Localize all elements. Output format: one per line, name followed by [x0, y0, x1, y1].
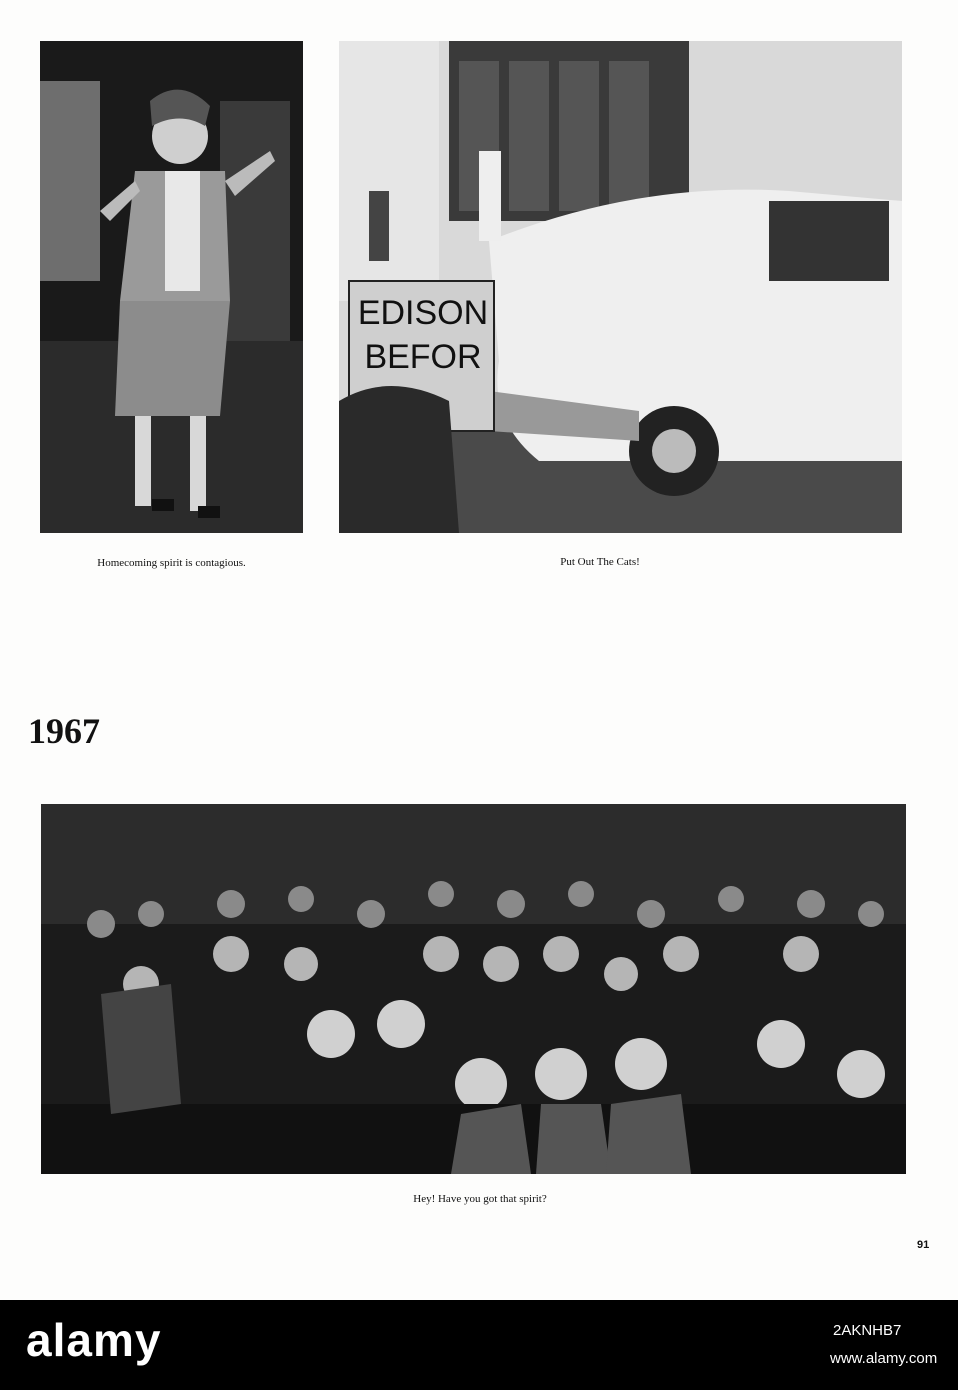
site-url: www.alamy.com [830, 1350, 938, 1367]
caption-bottom-photo: Hey! Have you got that spirit? [413, 1193, 547, 1205]
caption-right-photo: Put Out The Cats! [560, 556, 640, 568]
sign-line-1: EDISON [357, 294, 489, 332]
page-number: 91 [917, 1239, 930, 1251]
alamy-logo: alamy [26, 1314, 162, 1366]
sign-line-2: BEFOR [364, 338, 482, 376]
photo-homecoming-car [339, 41, 902, 533]
year-heading: 1967 [28, 711, 100, 751]
photo-cheering-crowd [41, 804, 906, 1174]
caption-left-photo: Homecoming spirit is contagious. [97, 557, 246, 569]
photo-dancing-woman [40, 41, 303, 533]
car-sign-text [353, 291, 493, 379]
image-id: 2AKNHB7 [833, 1322, 902, 1339]
